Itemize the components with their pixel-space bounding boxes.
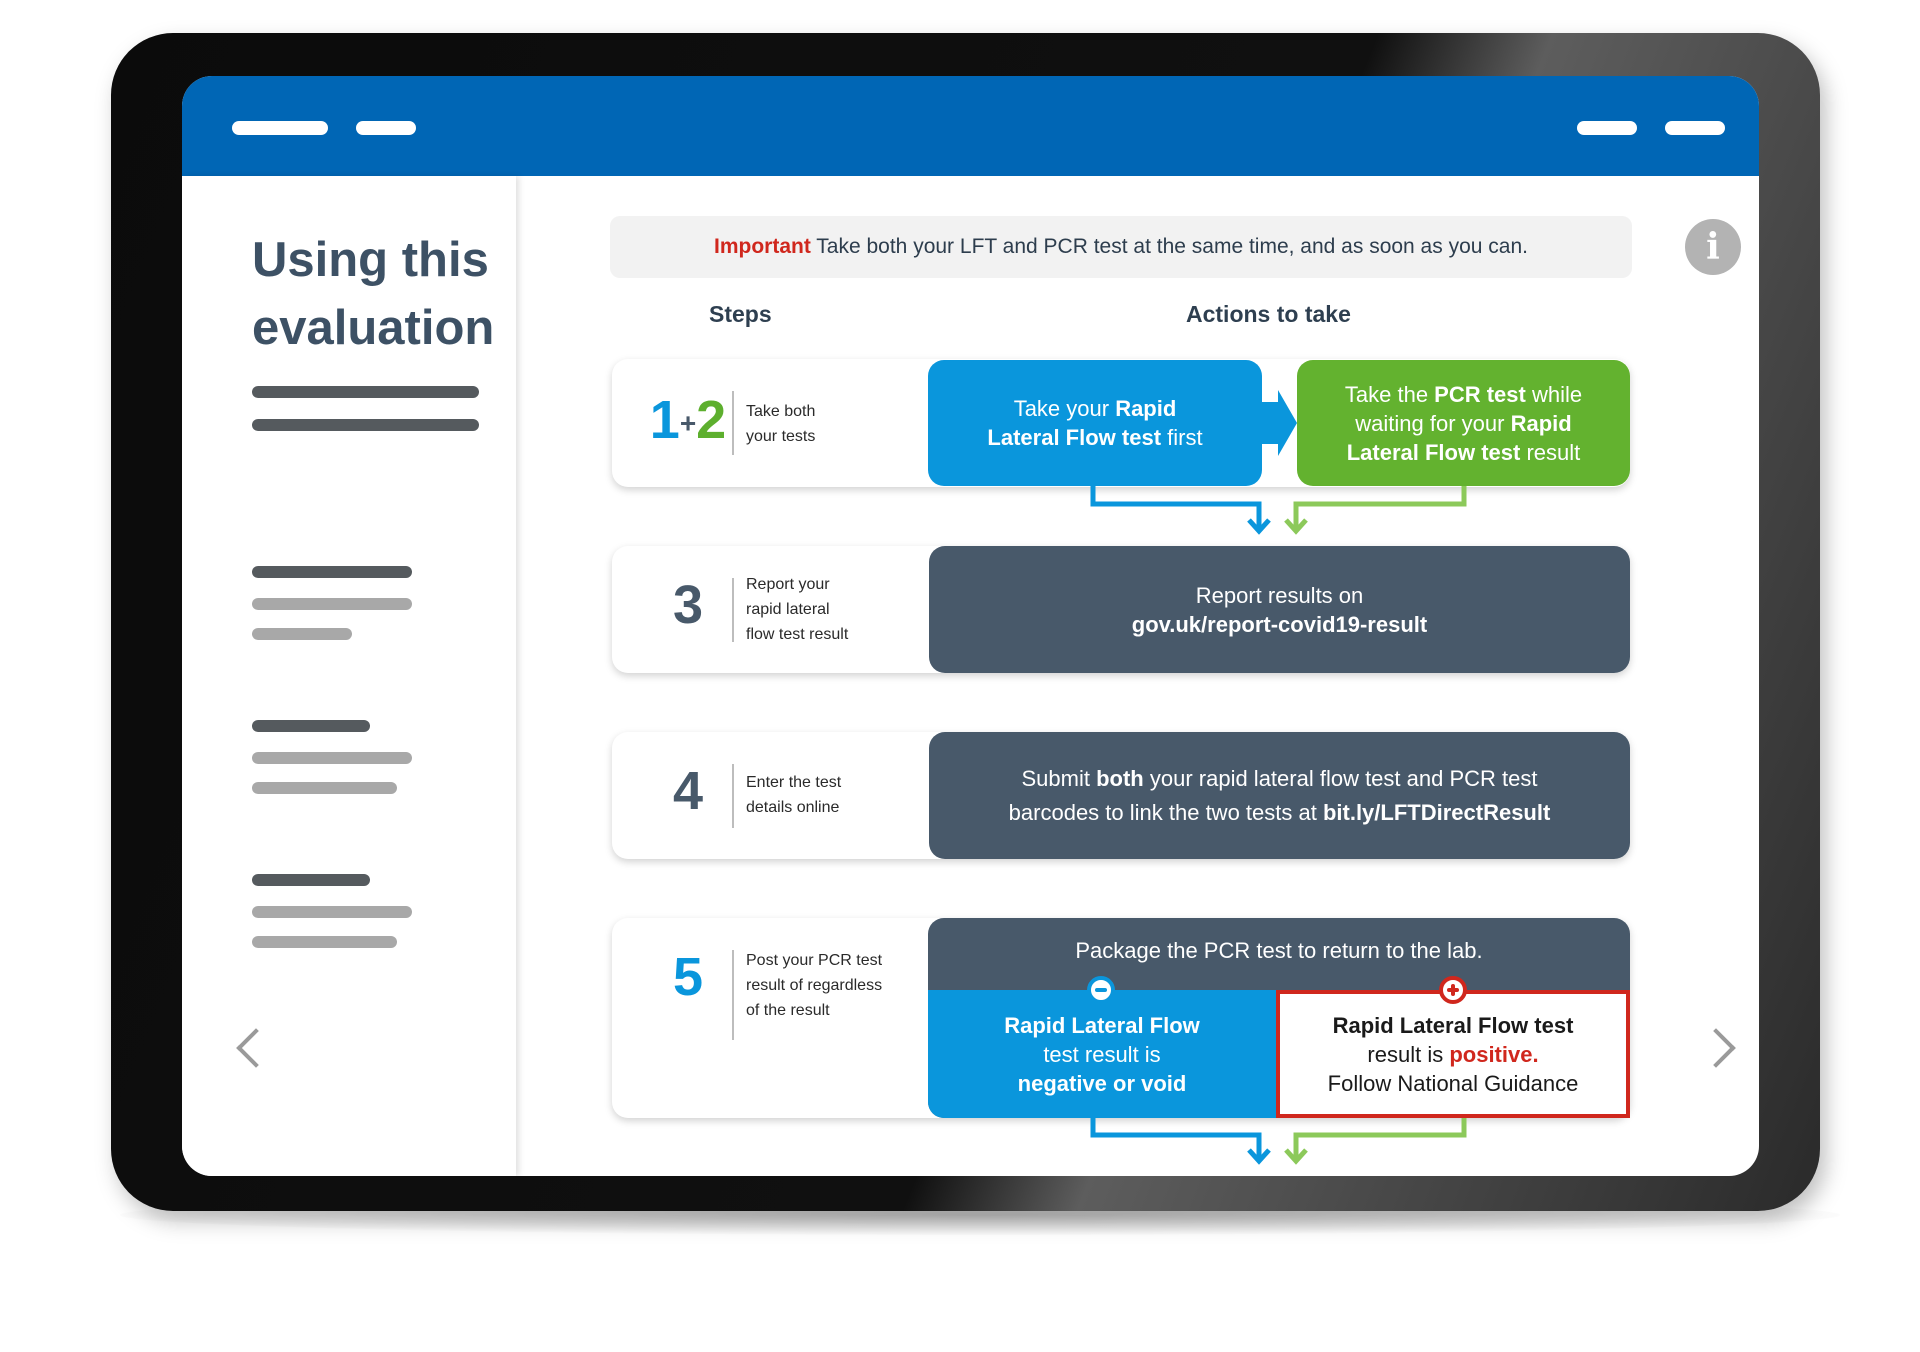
step-description: Post your PCR test result of regardless of the result bbox=[746, 952, 883, 1019]
action-submit-barcodes: Submit both your rapid lateral flow test and PCR test barcodes to link the two tests at bit.ly/LFTDirectResult bbox=[929, 732, 1630, 859]
connector-green bbox=[1296, 1118, 1464, 1160]
connector-blue bbox=[1093, 486, 1259, 530]
step-number: 1+2 bbox=[649, 390, 727, 450]
sidebar-title: Using this evaluation bbox=[252, 233, 495, 355]
step-number: 5 bbox=[672, 947, 704, 1007]
actions-column-header: Actions to take bbox=[1186, 301, 1351, 327]
step-description: Take both your tests bbox=[746, 403, 816, 445]
action-report-results: Report results on gov.uk/report-covid19-result bbox=[929, 546, 1630, 673]
action-rapid-lateral-flow-first: Take your Rapid Lateral Flow test first bbox=[928, 360, 1262, 486]
action-package-pcr: Package the PCR test to return to the lab. bbox=[928, 918, 1630, 1118]
action-pcr-test-while-waiting: Take the PCR test while waiting for your Rapid Lateral Flow test result bbox=[1297, 360, 1630, 486]
connector-blue bbox=[1093, 1118, 1259, 1160]
step-description: Report your rapid lateral flow test result bbox=[746, 576, 849, 643]
steps-column-header: Steps bbox=[709, 301, 772, 327]
result-positive-box: Rapid Lateral Flow test result is positive. Follow National Guidance bbox=[1276, 990, 1630, 1118]
report-results-link[interactable]: gov.uk/report-covid19-result bbox=[1131, 611, 1428, 637]
arrow-right-icon bbox=[1262, 390, 1297, 456]
info-icon[interactable]: i bbox=[1685, 219, 1741, 275]
step-number: 4 bbox=[672, 761, 704, 821]
step-number: 3 bbox=[672, 575, 704, 635]
banner-text: Take both your LFT and PCR test at the same time, and as soon as you can. bbox=[810, 235, 1528, 258]
result-negative-box: Rapid Lateral Flow test result is negative or void bbox=[928, 990, 1276, 1118]
banner-important-label: Important bbox=[714, 235, 811, 258]
connector-green bbox=[1296, 486, 1464, 530]
lft-direct-result-link[interactable]: bit.ly/LFTDirectResult bbox=[1322, 799, 1551, 825]
step-description: Enter the test details online bbox=[746, 774, 842, 816]
